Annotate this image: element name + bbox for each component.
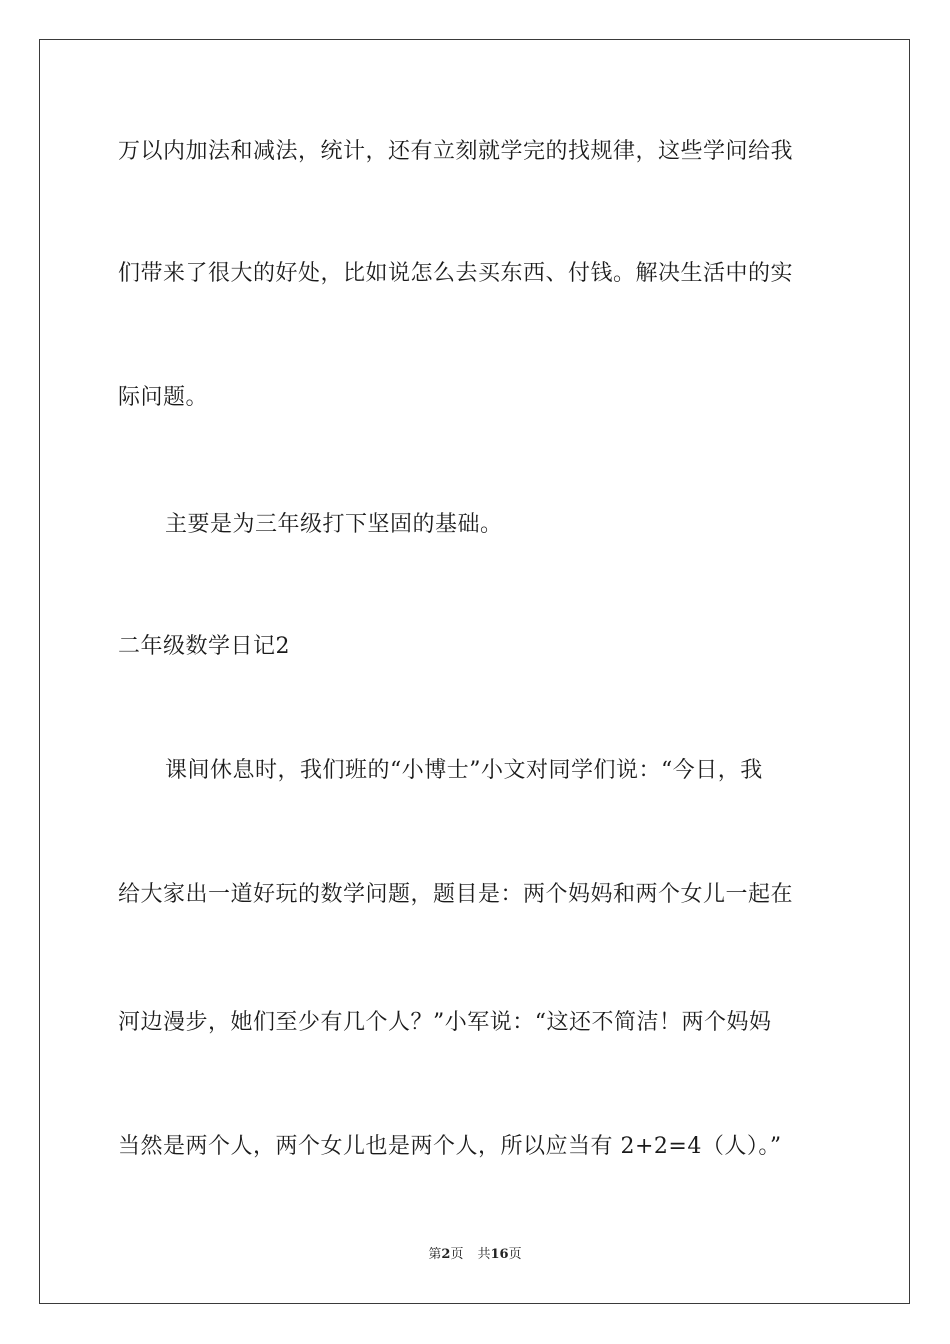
paragraph-line: 际问题。 bbox=[118, 385, 209, 410]
paragraph-line: 万以内加法和减法，统计，还有立刻就学完的找规律，这些学问给我 bbox=[118, 139, 794, 164]
section-heading: 二年级数学日记2 bbox=[118, 634, 290, 659]
paragraph-line: 主要是为三年级打下坚固的基础。 bbox=[165, 512, 503, 537]
page-prefix: 第 bbox=[428, 1247, 442, 1262]
page-total: 16 bbox=[490, 1247, 509, 1262]
page-border bbox=[39, 39, 910, 1304]
page-suffix: 页 bbox=[450, 1247, 464, 1262]
total-suffix: 页 bbox=[508, 1247, 522, 1262]
paragraph-line: 们带来了很大的好处，比如说怎么去买东西、付钱。解决生活中的实 bbox=[118, 261, 794, 286]
page-footer bbox=[0, 1246, 950, 1264]
paragraph-line: 河边漫步，她们至少有几个人？”小军说：“这还不简洁！两个妈妈 bbox=[118, 1010, 772, 1035]
total-prefix: 共 bbox=[477, 1247, 491, 1262]
paragraph-line: 课间休息时，我们班的“小博士”小文对同学们说：“今日，我 bbox=[165, 758, 763, 783]
paragraph-line: 给大家出一道好玩的数学问题，题目是：两个妈妈和两个女儿一起在 bbox=[118, 882, 794, 907]
paragraph-line: 当然是两个人，两个女儿也是两个人，所以应当有 2+2=4（人）。” bbox=[118, 1134, 782, 1159]
page-current: 2 bbox=[441, 1247, 451, 1262]
